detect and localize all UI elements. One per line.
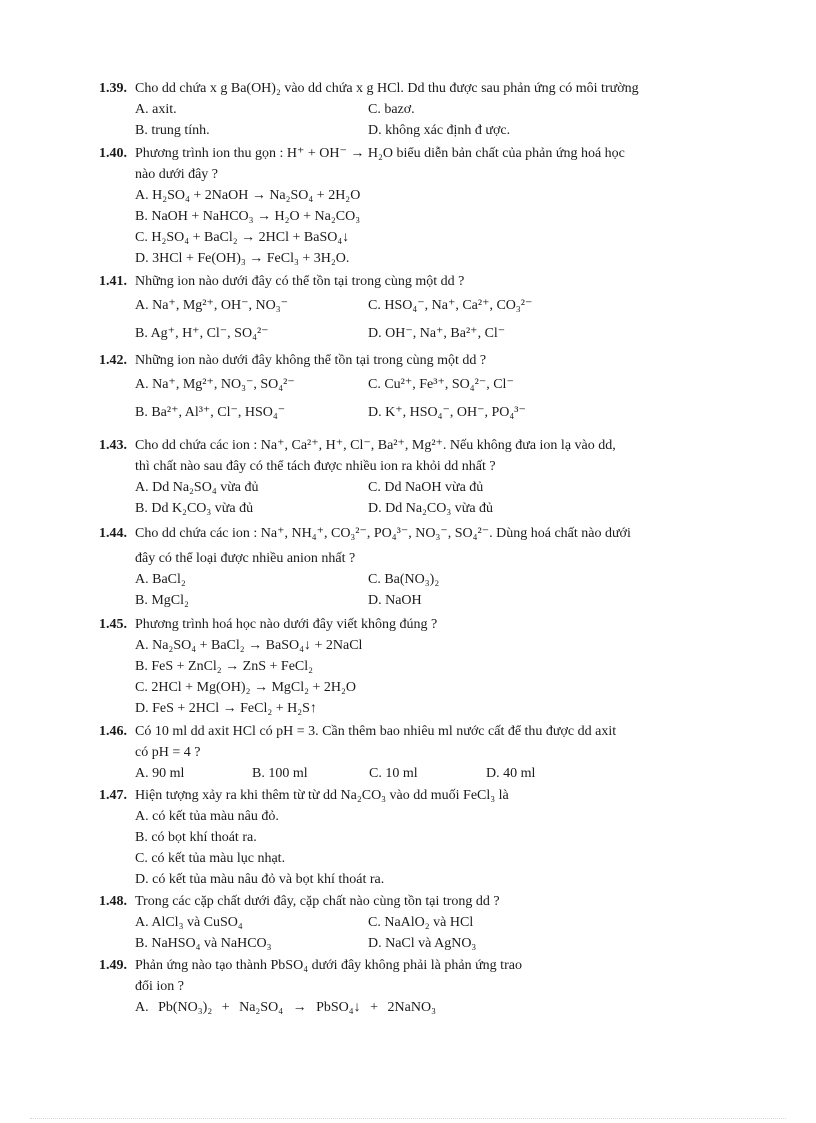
option-a: A. Dd Na₂SO₄ vừa đủ <box>135 480 259 495</box>
option-b: B. NaOH + NaHCO₃ → H₂O + Na₂CO₃ <box>135 209 361 224</box>
question-number: 1.49. <box>99 958 127 973</box>
question-number: 1.45. <box>99 617 127 632</box>
question-1-45 <box>99 614 739 719</box>
option-c: C. 10 ml <box>369 766 418 781</box>
question-number: 1.43. <box>99 438 127 453</box>
option-a: A. H₂SO₄ + 2NaOH → Na₂SO₄ + 2H₂O <box>135 188 361 203</box>
option-c: C. H₂SO₄ + BaCl₂ → 2HCl + BaSO₄↓ <box>135 230 350 245</box>
option-b: B. Ag⁺, H⁺, Cl⁻, SO₄²⁻ <box>135 326 269 341</box>
question-1-48 <box>99 891 739 954</box>
question-text-cont: có pH = 4 ? <box>135 745 201 760</box>
question-text: Trong các cặp chất dưới đây, cặp chất nào cùng tồn tại trong dd ? <box>135 894 500 909</box>
question-text: Phương trình ion thu gọn : H⁺ + OH⁻ → H₂O biểu diễn bản chất của phản ứng hoá học <box>135 146 625 161</box>
option-c: C. NaAlO₂ và HCl <box>368 915 474 930</box>
question-1-44 <box>99 523 739 611</box>
question-text: Cho dd chứa các ion : Na⁺, NH₄⁺, CO₃²⁻, PO₄³⁻, NO₃⁻, SO₄²⁻. Dùng hoá chất nào dưới <box>135 526 631 541</box>
question-1-41 <box>99 271 739 348</box>
option-d: D. Dd Na₂CO₃ vừa đủ <box>368 501 494 516</box>
option-b: B. có bọt khí thoát ra. <box>135 830 257 845</box>
question-number: 1.41. <box>99 274 127 289</box>
option-a: A. Pb(NO₃)₂ + Na₂SO₄ → PbSO₄↓ + 2NaNO₃ <box>135 1000 436 1015</box>
option-d: D. NaCl và AgNO₃ <box>368 936 477 951</box>
option-b: B. Ba²⁺, Al³⁺, Cl⁻, HSO₄⁻ <box>135 405 286 420</box>
option-c: C. 2HCl + Mg(OH)₂ → MgCl₂ + 2H₂O <box>135 680 356 695</box>
option-b: B. Dd K₂CO₃ vừa đủ <box>135 501 254 516</box>
option-d: D. NaOH <box>368 593 422 608</box>
question-1-39 <box>99 78 739 141</box>
question-number: 1.42. <box>99 353 127 368</box>
option-c: C. Cu²⁺, Fe³⁺, SO₄²⁻, Cl⁻ <box>368 377 514 392</box>
option-b: B. 100 ml <box>252 766 308 781</box>
option-a: A. axit. <box>135 102 177 117</box>
option-b: B. MgCl₂ <box>135 593 189 608</box>
option-b: B. FeS + ZnCl₂ → ZnS + FeCl₂ <box>135 659 314 674</box>
option-a: A. Na⁺, Mg²⁺, NO₃⁻, SO₄²⁻ <box>135 377 295 392</box>
question-number: 1.46. <box>99 724 127 739</box>
option-c: C. có kết tủa màu lục nhạt. <box>135 851 286 866</box>
question-text: Phương trình hoá học nào dưới đây viết không đúng ? <box>135 617 438 632</box>
option-a: A. 90 ml <box>135 766 185 781</box>
option-d: D. K⁺, HSO₄⁻, OH⁻, PO₄³⁻ <box>368 405 526 420</box>
question-text: Có 10 ml dd axit HCl có pH = 3. Cần thêm bao nhiêu ml nước cất để thu được dd axit <box>135 724 617 739</box>
question-1-42 <box>99 350 739 427</box>
option-d: D. FeS + 2HCl → FeCl₂ + H₂S↑ <box>135 701 317 716</box>
question-text-cont: đổi ion ? <box>135 979 184 994</box>
option-b: B. trung tính. <box>135 123 210 138</box>
option-d: D. có kết tủa màu nâu đỏ và bọt khí thoát ra. <box>135 872 385 887</box>
option-a: A. BaCl₂ <box>135 572 186 587</box>
option-c: C. bazơ. <box>368 102 415 117</box>
question-text: Những ion nào dưới đây không thể tồn tại trong cùng một dd ? <box>135 353 487 368</box>
question-1-43 <box>99 435 739 519</box>
question-number: 1.40. <box>99 146 127 161</box>
question-text: Cho dd chứa x g Ba(OH)₂ vào dd chứa x g HCl. Dd thu được sau phản ứng có môi trường <box>135 81 639 96</box>
option-d: D. OH⁻, Na⁺, Ba²⁺, Cl⁻ <box>368 326 506 341</box>
option-a: A. có kết tủa màu nâu đỏ. <box>135 809 279 824</box>
option-d: D. 3HCl + Fe(OH)₃ → FeCl₃ + 3H₂O. <box>135 251 350 266</box>
option-d: D. 40 ml <box>486 766 536 781</box>
option-d: D. không xác định đ ược. <box>368 123 511 138</box>
option-b: B. NaHSO₄ và NaHCO₃ <box>135 936 272 951</box>
option-a: A. Na⁺, Mg²⁺, OH⁻, NO₃⁻ <box>135 298 288 313</box>
question-1-40 <box>99 143 739 269</box>
option-a: A. Na₂SO₄ + BaCl₂ → BaSO₄↓ + 2NaCl <box>135 638 363 653</box>
question-text: Cho dd chứa các ion : Na⁺, Ca²⁺, H⁺, Cl⁻, Ba²⁺, Mg²⁺. Nếu không đưa ion lạ vào dd, <box>135 438 616 453</box>
option-c: C. Ba(NO₃)₂ <box>368 572 440 587</box>
question-number: 1.47. <box>99 788 127 803</box>
question-number: 1.48. <box>99 894 127 909</box>
question-text: Phản ứng nào tạo thành PbSO₄ dưới đây không phải là phản ứng trao <box>135 958 522 973</box>
question-number: 1.44. <box>99 526 127 541</box>
option-c: C. Dd NaOH vừa đủ <box>368 480 484 495</box>
question-1-46 <box>99 721 739 784</box>
question-text: Hiện tượng xảy ra khi thêm từ từ dd Na₂CO₃ vào dd muối FeCl₃ là <box>135 788 509 803</box>
option-c: C. HSO₄⁻, Na⁺, Ca²⁺, CO₃²⁻ <box>368 298 533 313</box>
question-text-cont: thì chất nào sau đây có thể tách được nhiều ion ra khỏi dd nhất ? <box>135 459 496 474</box>
question-text: Những ion nào dưới đây có thể tồn tại trong cùng một dd ? <box>135 274 465 289</box>
question-1-49 <box>99 955 739 1018</box>
question-number: 1.39. <box>99 81 127 96</box>
option-a: A. AlCl₃ và CuSO₄ <box>135 915 243 930</box>
question-text-cont: nào dưới đây ? <box>135 167 219 182</box>
page-bottom-border <box>30 1118 786 1119</box>
question-1-47 <box>99 785 739 890</box>
question-text-cont: đây có thể loại được nhiều anion nhất ? <box>135 551 356 566</box>
